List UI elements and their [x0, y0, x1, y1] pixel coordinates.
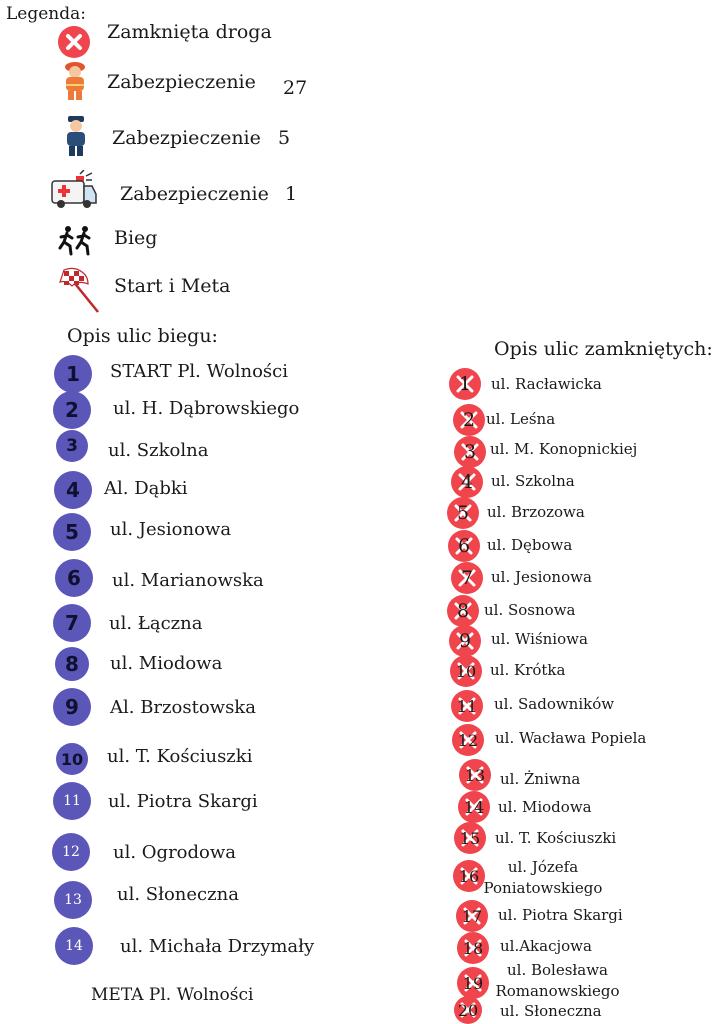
- closed-streets-title: Opis ulic zamkniętych:: [494, 338, 713, 360]
- runners-icon: [58, 224, 98, 256]
- legend-count-firefighter: 27: [283, 77, 308, 99]
- closed-badge-8: 8: [447, 595, 479, 627]
- legend-label-ambulance: Zabezpieczenie: [120, 183, 269, 205]
- closed-label-6: ul. Dębowa: [487, 536, 573, 554]
- run-badge-4: 4: [54, 471, 92, 509]
- closed-label-17: ul. Piotra Skargi: [498, 906, 623, 924]
- closed-badge-4: 4: [451, 466, 483, 498]
- run-label-14: ul. Michała Drzymały: [120, 936, 315, 957]
- run-label-11: ul. Piotra Skargi: [108, 791, 258, 812]
- legend-count-ambulance: 1: [285, 183, 298, 205]
- closed-label-2: ul. Leśna: [486, 410, 556, 428]
- closed-badge-11: 11: [451, 690, 483, 722]
- ambulance-icon: [50, 170, 98, 210]
- closed-badge-1: 1: [449, 368, 481, 400]
- run-label-2: ul. H. Dąbrowskiego: [113, 398, 300, 419]
- closed-badge-14: 14: [458, 791, 490, 823]
- run-label-10: ul. T. Kościuszki: [107, 746, 253, 767]
- closed-label-3: ul. M. Konopnickiej: [490, 440, 638, 458]
- run-route-title: Opis ulic biegu:: [67, 325, 218, 347]
- run-badge-12: 12: [52, 833, 90, 871]
- closed-road-icon: [57, 25, 91, 59]
- closed-label-11: ul. Sadowników: [494, 695, 615, 713]
- run-label-5: ul. Jesionowa: [110, 519, 232, 540]
- closed-label-1: ul. Racławicka: [491, 375, 602, 393]
- run-finish-label: META Pl. Wolności: [91, 985, 254, 1005]
- run-badge-2: 2: [53, 391, 91, 429]
- closed-label-9: ul. Wiśniowa: [491, 630, 588, 648]
- checkered-flag-icon: [58, 266, 104, 314]
- closed-badge-12: 12: [452, 724, 484, 756]
- closed-badge-5: 5: [447, 497, 479, 529]
- closed-label-4: ul. Szkolna: [491, 472, 575, 490]
- legend-count-police: 5: [278, 127, 291, 149]
- run-badge-13: 13: [54, 881, 92, 919]
- run-label-4: Al. Dąbki: [104, 478, 188, 499]
- closed-badge-20: 20: [454, 996, 482, 1024]
- run-label-9: Al. Brzostowska: [110, 697, 256, 718]
- run-badge-11: 11: [53, 782, 91, 820]
- closed-label-15: ul. T. Kościuszki: [495, 829, 617, 847]
- legend-label-police: Zabezpieczenie: [112, 127, 261, 149]
- closed-badge-15: 15: [454, 822, 486, 854]
- run-label-8: ul. Miodowa: [110, 653, 223, 674]
- closed-badge-3: 3: [454, 436, 486, 468]
- run-label-7: ul. Łączna: [109, 613, 203, 634]
- closed-label-20: ul. Słoneczna: [500, 1002, 602, 1020]
- closed-label-16: ul. Józefa Poniatowskiego: [483, 858, 603, 897]
- closed-badge-2: 2: [453, 404, 485, 436]
- run-badge-1: 1: [54, 355, 92, 393]
- closed-label-13: ul. Żniwna: [500, 770, 581, 788]
- closed-label-18: ul.Akacjowa: [500, 937, 592, 955]
- legend-label-closed-road: Zamknięta droga: [107, 21, 272, 43]
- closed-badge-16: 16: [453, 860, 485, 892]
- run-badge-8: 8: [55, 647, 89, 681]
- closed-label-14: ul. Miodowa: [498, 798, 592, 816]
- firefighter-icon: [60, 60, 90, 102]
- run-badge-9: 9: [53, 688, 91, 726]
- run-label-3: ul. Szkolna: [108, 440, 209, 461]
- closed-label-12: ul. Wacława Popiela: [495, 729, 647, 747]
- run-badge-14: 14: [55, 927, 93, 965]
- run-badge-7: 7: [53, 604, 91, 642]
- closed-badge-17: 17: [456, 900, 488, 932]
- run-label-12: ul. Ogrodowa: [113, 842, 237, 863]
- legend-label-run: Bieg: [114, 227, 158, 249]
- closed-badge-10: 10: [450, 655, 482, 687]
- police-officer-icon: [62, 114, 90, 158]
- run-badge-5: 5: [53, 513, 91, 551]
- run-badge-6: 6: [55, 559, 93, 597]
- closed-badge-6: 6: [448, 530, 480, 562]
- closed-badge-7: 7: [451, 562, 483, 594]
- closed-label-7: ul. Jesionowa: [491, 568, 592, 586]
- closed-label-5: ul. Brzozowa: [487, 503, 585, 521]
- legend-label-firefighter: Zabezpieczenie: [107, 71, 256, 93]
- closed-label-8: ul. Sosnowa: [484, 601, 576, 619]
- closed-badge-9: 9: [449, 625, 481, 657]
- closed-badge-18: 18: [457, 932, 489, 964]
- run-label-1: START Pl. Wolności: [110, 361, 289, 382]
- closed-label-10: ul. Krótka: [490, 661, 566, 679]
- legend-label-start-finish: Start i Meta: [114, 275, 231, 297]
- closed-badge-13: 13: [459, 759, 491, 791]
- run-badge-3: 3: [56, 430, 88, 462]
- run-label-6: ul. Marianowska: [112, 570, 264, 591]
- legend-title: Legenda:: [6, 4, 86, 24]
- run-label-13: ul. Słoneczna: [117, 884, 239, 905]
- closed-badge-19: 19: [457, 967, 489, 999]
- run-badge-10: 10: [56, 743, 88, 775]
- closed-label-19: ul. Bolesława Romanowskiego: [495, 961, 620, 1000]
